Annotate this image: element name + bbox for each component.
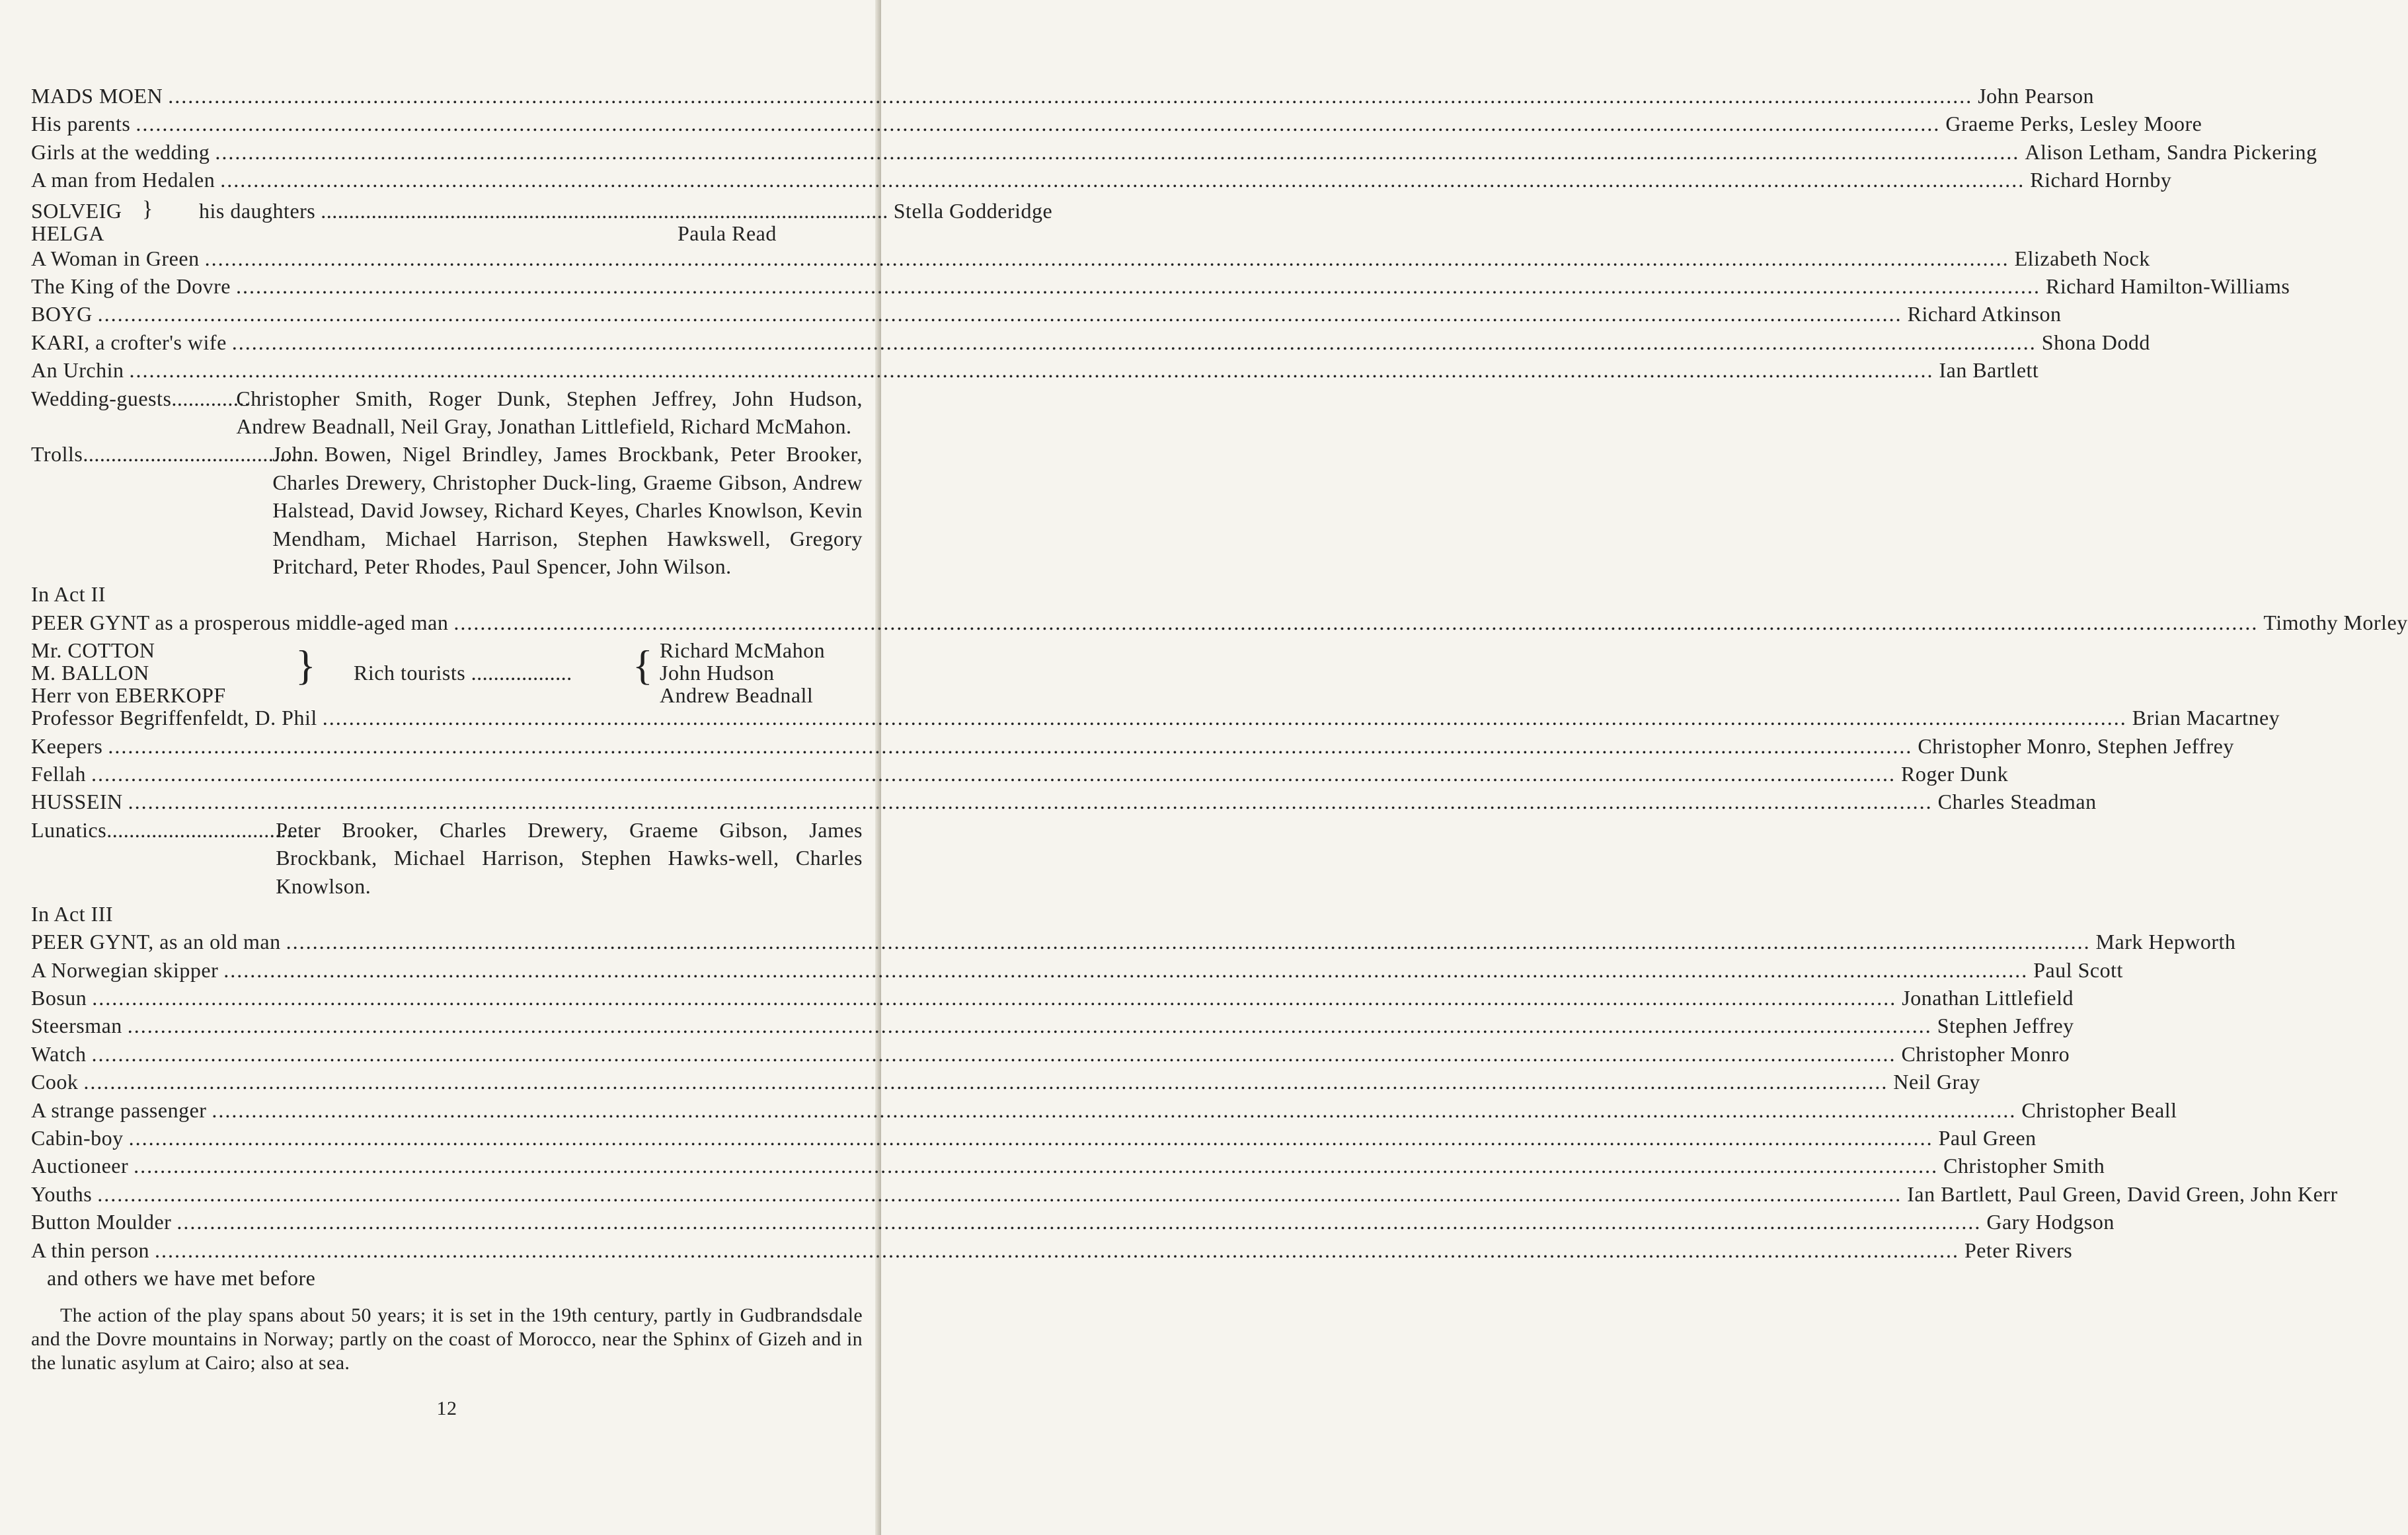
cast-row [31,732,2234,760]
actor-name: Elizabeth Nock [2014,246,2150,270]
cast-row [31,1040,2070,1068]
actor-name: Roger Dunk [1900,761,2009,786]
brace-icon: } [142,196,153,221]
actor-name: Paul Scott [2033,957,2123,982]
cast-row [31,138,2317,166]
actor-name: Shona Dodd [2041,330,2150,354]
actor-name: Richard Hornby [2030,168,2172,192]
role-name: PEER GYNT, as an old man [31,930,281,954]
actor-name: Richard Hamilton-Williams [2045,274,2290,298]
cast-row [31,609,2408,636]
cast-row [31,1012,2074,1039]
actor-name: Christopher Monro [1901,1041,2070,1066]
cast-row [31,166,2172,194]
actor-name: Neil Gray [1893,1070,1980,1094]
wedding-guests-row: Wedding-guests .............. Christopher Smith, Roger Dunk, Stephen Jeffrey, John Hudson, Andrew Beadnall, Neil Gray, Jonathan Littlefield, Richard McMahon. [31,385,863,441]
role-name: Wedding-guests [31,386,172,410]
tourists-group: Mr. COTTON M. BALLON Herr von EBERKOPF } Rich tourists .................. { Richard McMahon John Hudson Andrew Beadnall [31,636,863,704]
actor-name: Christopher Monro, Stephen Jeffrey [1918,733,2234,758]
actor-name: Peter Rivers [1964,1238,2073,1262]
role-name: Cook [31,1070,79,1094]
role-name: Mr. COTTON [31,638,155,663]
cast-row [31,928,2236,955]
role-name: Youths [31,1181,93,1206]
actor-name: John Pearson [1978,84,2094,108]
role-name: His parents [31,112,131,136]
cast-row [31,1096,2177,1124]
role-name: The King of the Dovre [31,274,231,298]
daughters-label: his daughters [199,198,316,223]
brace-icon: { [633,642,654,689]
actor-name: Paul Green [1938,1126,2037,1150]
actor-name: Stephen Jeffrey [1937,1014,2074,1038]
cast-row [31,1068,1980,1096]
role-name: BOYG [31,302,93,326]
role-name: Button Moulder [31,1210,172,1234]
lunatics-row: Lunatics ..................................... Peter Brooker, Charles Drewery, Graeme Gibson, James Brockbank, Michael Harrison, Stephen Hawks-well, Charles Knowlson. [31,816,863,900]
role-name: Fellah [31,761,86,786]
role-name: A Norwegian skipper [31,957,219,982]
role-name: Cabin-boy [31,1126,124,1150]
actor-name: Brian Macartney [2132,706,2280,730]
role-name: Watch [31,1041,87,1066]
cast-row [31,272,2290,300]
act-heading: In Act III [31,901,114,926]
cast-row [31,956,2123,984]
actor-name: Gary Hodgson [1986,1210,2115,1234]
others-note: and others we have met before [47,1266,316,1290]
act-heading: In Act II [31,582,106,607]
role-solveig: SOLVEIG [31,198,122,223]
actor-name: Richard Atkinson [1907,302,2062,326]
actor-name: John Hudson [660,661,775,685]
role-name: An Urchin [31,358,124,383]
cast-row [31,110,2202,137]
actor-name: Andrew Beadnall [660,683,814,708]
lunatic-names: Peter Brooker, Charles Drewery, Graeme Gibson, James Brockbank, Michael Harrison, Stephen Hawks-well, Charles Knowlson. [276,817,863,898]
role-name: A man from Hedalen [31,168,215,192]
cast-list [31,82,2408,1423]
actor-name: Timothy Morley [2263,610,2408,634]
role-name: Professor Begriffenfeldt, D. Phil [31,706,317,730]
role-name: A thin person [31,1238,149,1262]
actor-name: Alison Letham, Sandra Pickering [2025,139,2317,164]
cast-row [31,984,2074,1012]
actor-name: Christopher Beall [2021,1098,2177,1122]
role-name: Bosun [31,986,87,1010]
role-name: M. BALLON [31,661,149,685]
actor-name: Christopher Smith [1943,1154,2105,1178]
role-name: Keepers [31,733,103,758]
setting-note: The action of the play spans about 50 years; it is set in the 19th century, partly in Gudbrandsdale and the Dovre mountains in Norway; partly on the coast of Morocco, near the Sphinx of Gizeh and in the lunatic asylum at Cairo; also at sea. [31,1304,863,1374]
actor-name: Paula Read [678,221,777,245]
brace-icon: } [295,642,317,689]
cast-row [31,1236,2073,1264]
role-name: A Woman in Green [31,246,200,270]
cast-row [31,300,2062,328]
role-name: Steersman [31,1014,122,1038]
role-name: MADS MOEN [31,84,163,108]
daughters-group: SOLVEIG HELGA } his daughters ..................................................................................................... Stella Godderidge Paula Read [31,197,863,242]
cast-row [31,760,2009,788]
actor-name: Stella Godderidge [893,198,1053,223]
role-name: Auctioneer [31,1154,129,1178]
tourists-label: Rich tourists [354,661,466,685]
actor-name: Charles Steadman [1937,790,2097,814]
actor-name: Graeme Perks, Lesley Moore [1945,112,2202,136]
role-name: KARI, a crofter's wife [31,330,227,354]
role-name: Trolls [31,442,83,467]
role-name: A strange passenger [31,1098,207,1122]
actor-name: Mark Hepworth [2095,930,2236,954]
troll-names: John Bowen, Nigel Brindley, James Brockbank, Peter Brooker, Charles Drewery, Christopher Duck-ling, Graeme Gibson, Andrew Halstead, David Jowsey, Richard Keyes, Charles Knowlson, Kevin Mendham, Michael Harrison, Stephen Hawkswell, Gregory Pritchard, Peter Rhodes, Paul Spencer, John Wilson. [272,442,863,578]
actor-name: Jonathan Littlefield [1902,986,2074,1010]
cast-row [31,328,2150,356]
actor-name: Ian Bartlett [1939,358,2039,383]
cast-row [31,356,2039,384]
cast-row [31,1152,2105,1179]
actor-name: Richard McMahon [660,638,826,663]
trolls-row: Trolls .......................................... John Bowen, Nigel Brindley, James Brockbank, Peter Brooker, Charles Drewery, Christopher Duck-ling, Graeme Gibson, Andrew Halstead, David Jowsey, Richard Keyes, Charles Knowlson, Kevin Mendham, Michael Harrison, Stephen Hawkswell, Gregory Pritchard, Peter Rhodes, Paul Spencer, John Wilson. [31,440,863,580]
role-name: Girls at the wedding [31,139,210,164]
cast-row [31,1180,2338,1208]
guest-names: Christopher Smith, Roger Dunk, Stephen Jeffrey, John Hudson, Andrew Beadnall, Neil Gray, Jonathan Littlefield, Richard McMahon. [236,386,863,438]
cast-row [31,82,2094,110]
role-name: Lunatics [31,817,107,842]
role-name: Herr von EBERKOPF [31,683,226,708]
page-number: 12 [436,1398,457,1420]
actor-name: Ian Bartlett, Paul Green, David Green, John Kerr [1907,1181,2338,1206]
cast-row [31,1208,2115,1236]
role-name: PEER GYNT as a prosperous middle-aged man [31,610,449,634]
cast-row [31,1124,2037,1152]
role-name: HUSSEIN [31,790,123,814]
role-helga: HELGA [31,221,104,245]
cast-row [31,244,2150,272]
cast-row [31,788,2097,815]
